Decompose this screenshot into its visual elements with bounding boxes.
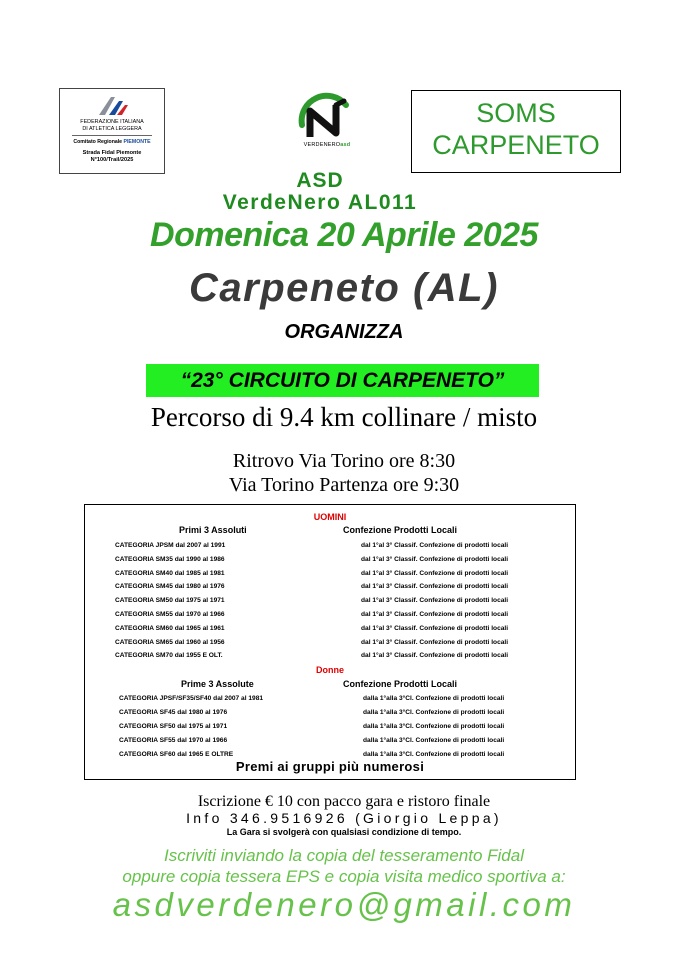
award-category: CATEGORIA SM65 dal 1960 al 1956: [115, 638, 225, 646]
women-section-title: Donne: [316, 665, 344, 675]
registration-line-2: oppure copia tessera EPS e copia visita medico sportiva a:: [122, 867, 566, 886]
group-prizes: Premi ai gruppi più numerosi: [235, 759, 425, 774]
award-category: CATEGORIA SM40 dal 1985 al 1981: [115, 569, 225, 577]
award-prize: dal 1°al 3° Classif. Confezione di prodotti locali: [361, 542, 509, 549]
award-prize: dal 1°al 3° Classif. Confezione di prodotti locali: [361, 569, 509, 577]
verdenero-caption-b: asd: [340, 142, 351, 148]
soms-logo-box: [411, 90, 621, 173]
award-prize: dal 1°al 3° Classif. Confezione di prodotti locali: [361, 611, 509, 618]
fidal-line-4: Strada Fidal Piemonte: [82, 150, 142, 156]
award-prize: dalla 1°alla 3°Cl. Confezione di prodotti locali: [363, 709, 505, 716]
fidal-comitato: Comitato Regionale: [73, 139, 123, 145]
event-city: Carpeneto (AL): [189, 266, 499, 310]
award-prize: dal 1°al 3° Classif. Confezione di prodotti locali: [361, 652, 509, 660]
men-col-right: Confezione Prodotti Locali: [343, 525, 457, 535]
award-prize: dalla 1°alla 3°Cl. Confezione di prodotti locali: [363, 751, 505, 758]
award-prize: dalla 1°alla 3°Cl. Confezione di prodotti locali: [363, 723, 505, 730]
awards-table: [84, 504, 576, 780]
contact-info: Info 346.9516926 (Giorgio Leppa): [186, 810, 502, 826]
award-category: CATEGORIA JPSF/SF35/SF40 dal 2007 al 1981: [119, 695, 264, 702]
meeting-point: Ritrovo Via Torino ore 8:30: [232, 450, 456, 472]
race-title: “23° CIRCUITO DI CARPENETO”: [146, 364, 539, 397]
course-description: Percorso di 9.4 km collinare / misto: [150, 402, 538, 432]
club-name: VerdeNero AL011: [222, 191, 418, 214]
award-category: CATEGORIA SM45 dal 1980 al 1976: [115, 583, 225, 591]
soms-line-2: CARPENETO: [432, 130, 600, 160]
award-prize: dalla 1°alla 3°Cl. Confezione di prodotti locali: [363, 737, 505, 744]
event-date: Domenica 20 Aprile 2025: [150, 216, 538, 254]
asd-label: ASD: [296, 169, 344, 192]
fidal-line-1: FEDERAZIONE ITALIANA: [80, 119, 144, 125]
women-col-left: Prime 3 Assolute: [181, 679, 254, 689]
registration-fee: Iscrizione € 10 con pacco gara e ristoro finale: [197, 793, 491, 810]
verdenero-caption-a: VERDENERO: [303, 142, 341, 148]
award-category: CATEGORIA SF50 dal 1975 al 1971: [119, 723, 228, 730]
award-category: CATEGORIA SF45 dal 1980 al 1976: [119, 709, 228, 716]
women-col-right: Confezione Prodotti Locali: [343, 679, 457, 689]
award-prize: dal 1°al 3° Classif. Confezione di prodotti locali: [361, 638, 509, 646]
registration-line-1: Iscriviti inviando la copia del tesseramento Fidal: [163, 846, 524, 865]
weather-note: La Gara si svolgerà con qualsiasi condizione di tempo.: [226, 827, 462, 837]
verdenero-caption: [296, 142, 358, 148]
award-category: CATEGORIA SM50 dal 1975 al 1971: [115, 597, 225, 605]
award-category: CATEGORIA SM35 dal 1990 al 1986: [115, 555, 225, 563]
award-prize: dalla 1°alla 3°Cl. Confezione di prodotti locali: [363, 695, 505, 702]
fidal-line-3: [60, 140, 164, 145]
contact-email[interactable]: asdverdenero@gmail.com: [112, 886, 576, 923]
award-category: CATEGORIA SM70 dal 1955 E OLT.: [115, 652, 223, 660]
men-col-left: Primi 3 Assoluti: [179, 525, 247, 535]
award-prize: dal 1°al 3° Classif. Confezione di prodotti locali: [361, 555, 509, 563]
award-prize: dal 1°al 3° Classif. Confezione di prodotti locali: [361, 597, 509, 605]
award-category: CATEGORIA SM55 dal 1970 al 1966: [115, 611, 225, 618]
award-prize: dal 1°al 3° Classif. Confezione di prodotti locali: [361, 624, 509, 632]
award-category: CATEGORIA SF60 dal 1965 E OLTRE: [119, 751, 234, 758]
fidal-logo-box: [59, 88, 165, 174]
fidal-logo-icon: [97, 95, 129, 117]
fidal-line-5: N°100/Trail/2025: [90, 157, 134, 163]
start-time: Via Torino Partenza ore 9:30: [228, 474, 460, 496]
fidal-piemonte: PIEMONTE: [123, 139, 151, 145]
award-category: CATEGORIA SM60 dal 1965 al 1961: [115, 624, 225, 632]
soms-line-1: SOMS: [476, 98, 556, 128]
award-category: CATEGORIA SF55 dal 1970 al 1966: [119, 737, 228, 744]
men-section-title: UOMINI: [313, 512, 347, 522]
fidal-line-2: DI ATLETICA LEGGERA: [82, 126, 142, 132]
organizza-label: ORGANIZZA: [284, 321, 404, 343]
fidal-divider: [72, 135, 152, 136]
award-category: CATEGORIA JPSM dal 2007 al 1991: [115, 542, 226, 549]
award-prize: dal 1°al 3° Classif. Confezione di prodotti locali: [361, 583, 509, 591]
